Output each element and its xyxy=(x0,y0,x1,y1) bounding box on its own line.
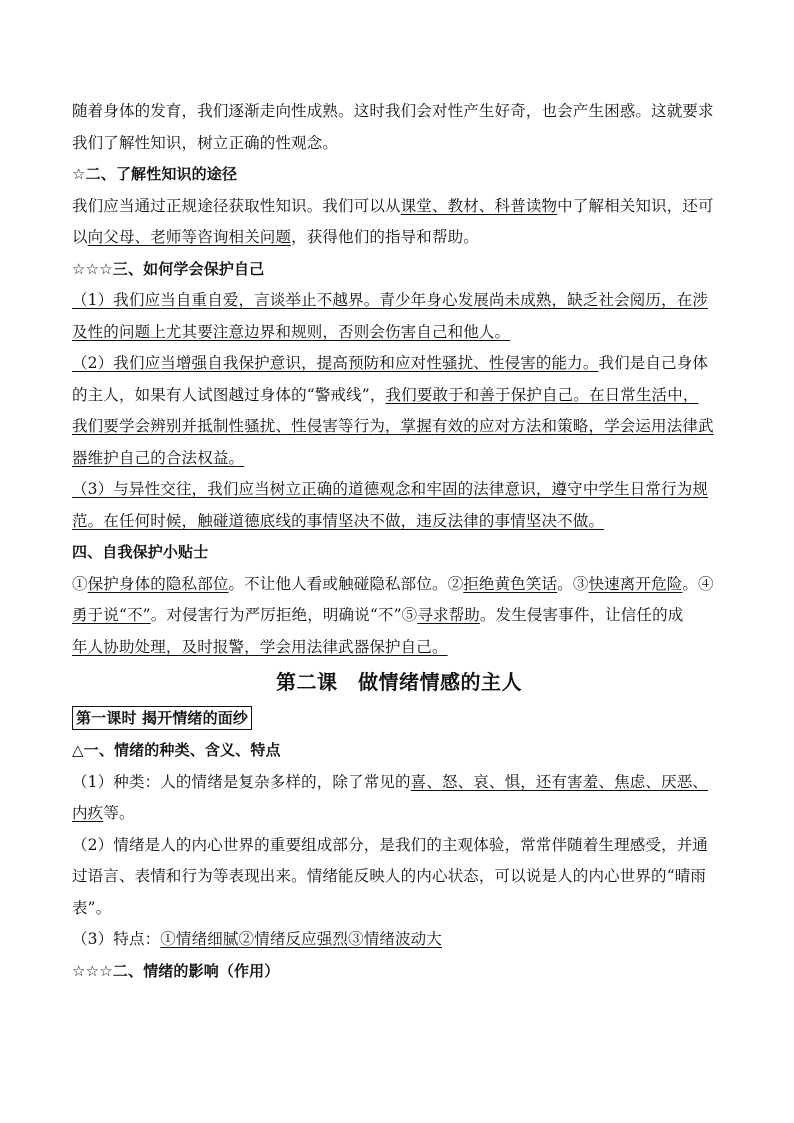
text: ① xyxy=(72,574,88,593)
lesson-title: 第二课 做情绪情感的主人 xyxy=(276,670,522,694)
paragraph-line xyxy=(72,569,726,601)
text: 以 xyxy=(72,228,88,246)
paragraph-line xyxy=(72,767,726,799)
underlined-text: 拒绝黄色笑话 xyxy=(463,574,558,593)
boxed-subtitle: 第一课时 揭开情绪的面纱 xyxy=(72,706,252,730)
text: ，获得他们的指导和帮助。 xyxy=(291,228,479,246)
underlined-text: 喜、怒、哀、惧，还有害羞、焦虑、厌恶、 xyxy=(410,772,709,791)
section-heading: 四、自我保护小贴士 xyxy=(72,543,209,561)
underlined-text: 年人协助处理，及时报警，学会用法律武器保护自己。 xyxy=(72,637,448,656)
underlined-text: 内疚 xyxy=(72,804,104,822)
underlined-text: 保护身体的隐私部位 xyxy=(87,574,229,593)
text: 我们了解性知识，树立正确的性观念。 xyxy=(72,133,339,152)
underlined-text: 器维护自己的合法权益。 xyxy=(72,448,245,467)
paragraph-line xyxy=(72,632,726,664)
underlined-text: 我们要敢于和善于保护自己。在日常生活中， xyxy=(385,385,699,404)
underlined-text: （1）我们应当自重自爱，言谈举止不越界。青少年身心发展尚未成熟，缺乏社会阅历，在涉 xyxy=(72,291,709,309)
document-page xyxy=(72,96,726,987)
paragraph-line xyxy=(72,830,726,862)
text: 表”。 xyxy=(72,898,112,917)
underlined-text: （3）与异性交往，我们应当树立正确的道德观念和牢固的法律意识，遵守中学生日常行为规 xyxy=(72,480,709,498)
paragraph-line xyxy=(72,317,726,349)
paragraph-line xyxy=(72,798,726,830)
text: 。④ xyxy=(682,574,714,593)
underlined-text: 及性的问题上尤其要注意边界和规则，否则会伤害自己和他人。 xyxy=(72,322,511,341)
text: 。对侵害行为严厉拒绝，明确说“不”⑤ xyxy=(150,606,418,624)
underlined-text: 勇于说“不” xyxy=(72,606,151,624)
paragraph-line xyxy=(72,924,726,956)
underlined-text: 课堂、教材、科普读物 xyxy=(400,196,558,215)
text: 随着身体的发育，我们逐渐走向性成熟。这时我们会对性产生好奇，也会产生困惑。这就要求 xyxy=(72,102,714,120)
text: 。③ xyxy=(557,574,589,593)
paragraph-line xyxy=(72,411,726,443)
text: 。发生侵害事件，让信任的成 xyxy=(479,606,684,624)
paragraph-line xyxy=(72,600,726,632)
underlined-text: ①情绪细腻②情绪反应强烈③情绪波动大 xyxy=(160,930,442,948)
paragraph-line xyxy=(72,96,726,128)
paragraph-line xyxy=(72,506,726,538)
underlined-text: 我们要学会辨别并抵制性骚扰、性侵害等行为，掌握有效的应对方法和策略，学会运用法律武 xyxy=(72,417,714,435)
text: 等。 xyxy=(103,804,135,822)
text: 我们应当通过正规途径获取性知识。我们可以从 xyxy=(72,196,401,215)
underlined-text: 寻求帮助 xyxy=(417,606,480,624)
paragraph-line xyxy=(72,893,726,925)
underlined-text: （2）我们应当增强自我保护意识，提高预防和应对性骚扰、性侵害的能力。 xyxy=(72,354,599,372)
underlined-text: 快速离开危险 xyxy=(588,574,683,593)
paragraph-line xyxy=(72,348,726,380)
paragraph-line xyxy=(72,861,726,893)
text: 我们是自己身体 xyxy=(598,354,709,372)
text: 。不让他人看或触碰隐私部位。② xyxy=(228,574,464,593)
subsection-box-line xyxy=(72,701,726,735)
paragraph-line xyxy=(72,222,726,254)
section-heading: ☆☆☆二、情绪的影响（作用） xyxy=(72,961,280,980)
paragraph-line xyxy=(72,191,726,223)
text: （1）种类：人的情绪是复杂多样的，除了常见的 xyxy=(72,772,411,791)
paragraph-line xyxy=(72,285,726,317)
text: （3）特点： xyxy=(72,930,161,948)
section-heading: △一、情绪的种类、含义、特点 xyxy=(72,741,281,759)
text: （2）情绪是人的内心世界的重要组成部分，是我们的主观体验，常常伴随着生理感受，并通 xyxy=(72,835,709,854)
section-heading: ☆二、了解性知识的途径 xyxy=(72,165,238,183)
paragraph-line xyxy=(72,474,726,506)
text: 的主人，如果有人试图越过身体的“警戒线”， xyxy=(72,385,386,404)
underlined-text: 范。在任何时候，触碰道德底线的事情坚决不做，违反法律的事情坚决不做。 xyxy=(72,511,605,530)
underlined-text: 向父母、老师等咨询相关问题 xyxy=(87,228,292,246)
section-heading: ☆☆☆三、如何学会保护自己 xyxy=(72,259,265,278)
paragraph-line xyxy=(72,128,726,160)
paragraph-line xyxy=(72,443,726,475)
text: 中了解相关知识，还可 xyxy=(557,196,714,215)
paragraph-line xyxy=(72,380,726,412)
text: 过语言、表情和行为等表现出来。情绪能反映人的内心状态，可以说是人的内心世界的“晴雨 xyxy=(72,867,707,885)
